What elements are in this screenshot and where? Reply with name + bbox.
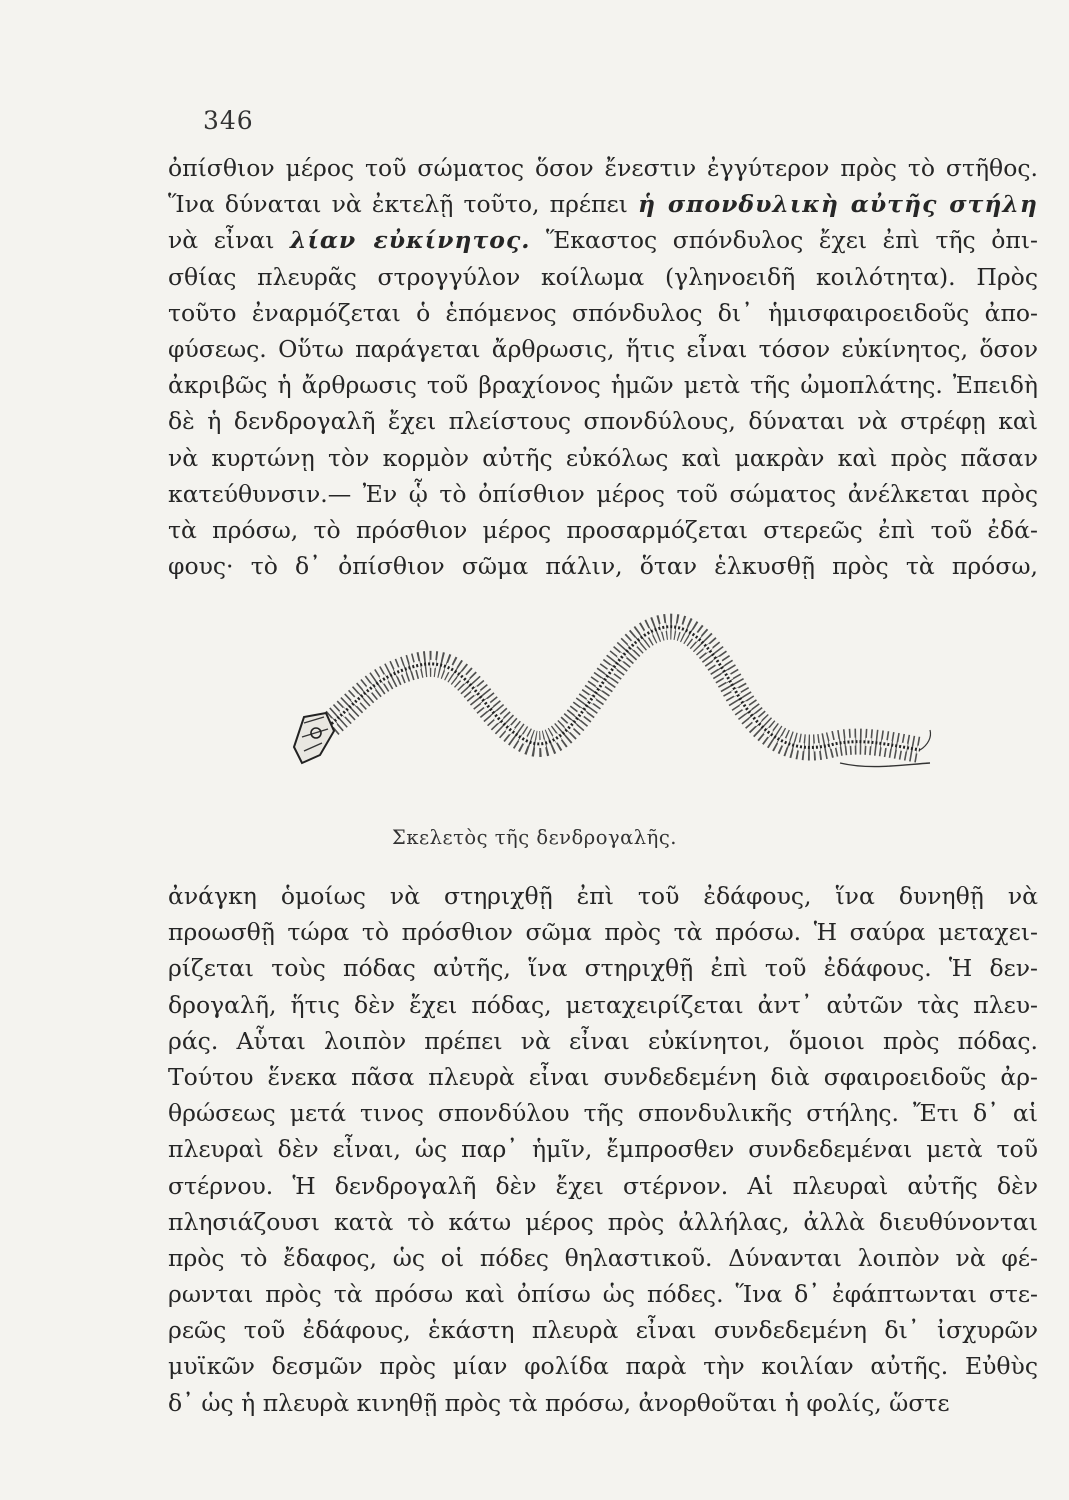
text-line: δρογαλῆ, ἥτις δὲν ἔχει πόδας, μεταχειρίζεται ἀντ᾽ αὐτῶν τὰς πλευ-	[168, 990, 1038, 1019]
text-line: ράς. Αὗται λοιπὸν πρέπει νὰ εἶναι εὐκίνητοι, ὅμοιοι πρὸς πόδας.	[168, 1026, 1038, 1055]
text-line: Τούτου ἕνεκα πᾶσα πλευρὰ εἶναι συνδεδεμένη διὰ σφαιροειδοῦς ἀρ-	[168, 1062, 1038, 1091]
text-line: ρεῶς τοῦ ἐδάφους, ἑκάστη πλευρὰ εἶναι συνδεδεμένη δι᾽ ἰσχυρῶν	[168, 1316, 1038, 1345]
page-number: 346	[203, 106, 254, 135]
text-line: φύσεως. Οὕτω παράγεται ἄρθρωσις, ἥτις εἶναι τόσον εὐκίνητος, ὅσον	[168, 334, 1038, 363]
snake-skeleton-illustration	[280, 605, 940, 805]
text-line: φους· τὸ δ᾽ ὀπίσθιον σῶμα πάλιν, ὅταν ἑλκυσθῇ πρὸς τὰ πρόσω,	[168, 552, 1038, 581]
text-line: Ἵνα δύναται νὰ ἐκτελῇ τοῦτο, πρέπει ἡ σπονδυλικὴ αὐτῆς στήλη	[168, 190, 1038, 219]
text-line: ὀπίσθιον μέρος τοῦ σώματος ὅσον ἔνεστιν ἐγγύτερον πρὸς τὸ στῆθος.	[168, 154, 1038, 182]
emphasis-text: ἡ σπονδυλικὴ αὐτῆς στήλη	[638, 190, 1038, 219]
text-line: τὰ πρόσω, τὸ πρόσθιον μέρος προσαρμόζεται στερεῶς ἐπὶ τοῦ ἐδά-	[168, 515, 1038, 544]
paragraph-top	[168, 150, 1038, 584]
text-line: πρὸς τὸ ἔδαφος, ὡς οἱ πόδες θηλαστικοῦ. Δύνανται λοιπὸν νὰ φέ-	[168, 1243, 1038, 1272]
text-line: τοῦτο ἐναρμόζεται ὁ ἑπόμενος σπόνδυλος δι᾽ ἡμισφαιροειδοῦς ἀπο-	[168, 298, 1038, 327]
text-line: θρώσεως μετά τινος σπονδύλου τῆς σπονδυλικῆς στήλης. Ἔτι δ᾽ αἱ	[168, 1099, 1038, 1128]
text-line: στέρνου. Ἡ δενδρογαλῆ δὲν ἔχει στέρνον. Αἱ πλευραὶ αὐτῆς δὲν	[168, 1171, 1038, 1200]
text-line: ρωνται πρὸς τὰ πρόσω καὶ ὀπίσω ὡς πόδες. Ἵνα δ᾽ ἐφάπτωνται στε-	[168, 1280, 1038, 1309]
text-line: ἀνάγκη ὁμοίως νὰ στηριχθῇ ἐπὶ τοῦ ἐδάφους, ἵνα δυνηθῇ νὰ	[168, 882, 1038, 910]
text-line: κατεύθυνσιν.— Ἐν ᾧ τὸ ὀπίσθιον μέρος τοῦ σώματος ἀνέλκεται πρὸς	[168, 479, 1038, 508]
text-line: σθίας πλευρᾶς στρογγύλον κοίλωμα (γληνοειδῆ κοιλότητα). Πρὸς	[168, 262, 1038, 291]
text-line: δὲ ἡ δενδρογαλῆ ἔχει πλείστους σπονδύλους, δύναται νὰ στρέφῃ καὶ	[168, 407, 1038, 436]
paragraph-bottom	[168, 878, 1038, 1421]
text-line: μυϊκῶν δεσμῶν πρὸς μίαν φολίδα παρὰ τὴν κοιλίαν αὐτῆς. Εὐθὺς	[168, 1352, 1038, 1381]
text-line: νὰ κυρτώνῃ τὸν κορμὸν αὐτῆς εὐκόλως καὶ μακρὰν καὶ πρὸς πᾶσαν	[168, 443, 1038, 472]
skull-icon	[294, 713, 334, 763]
text-line: πλησιάζουσι κατὰ τὸ κάτω μέρος πρὸς ἀλλήλας, ἀλλὰ διευθύνονται	[168, 1207, 1038, 1236]
text-line: πλευραὶ δὲν εἶναι, ὡς παρ᾽ ἡμῖν, ἔμπροσθεν συνδεδεμέναι μετὰ τοῦ	[168, 1135, 1038, 1164]
text-line: προωσθῇ τώρα τὸ πρόσθιον σῶμα πρὸς τὰ πρόσω. Ἡ σαύρα μεταχει-	[168, 918, 1038, 947]
emphasis-text: λίαν εὐκίνητος.	[290, 226, 531, 255]
text-line: ρίζεται τοὺς πόδας αὐτῆς, ἵνα στηριχθῇ ἐπὶ τοῦ ἐδάφους. Ἡ δεν-	[168, 954, 1038, 983]
text-line: ἀκριβῶς ἡ ἄρθρωσις τοῦ βραχίονος ἡμῶν μετὰ τῆς ὠμοπλάτης. Ἐπειδὴ	[168, 371, 1038, 400]
figure-caption: Σκελετὸς τῆς δενδρογαλῆς.	[392, 826, 677, 849]
text-line: νὰ εἶναι λίαν εὐκίνητος. Ἕκαστος σπόνδυλος ἔχει ἐπὶ τῆς ὀπι-	[168, 226, 1038, 255]
text-line: δ᾽ ὡς ἡ πλευρὰ κινηθῇ πρὸς τὰ πρόσω, ἀνορθοῦται ἡ φολίς, ὥστε	[168, 1388, 950, 1417]
